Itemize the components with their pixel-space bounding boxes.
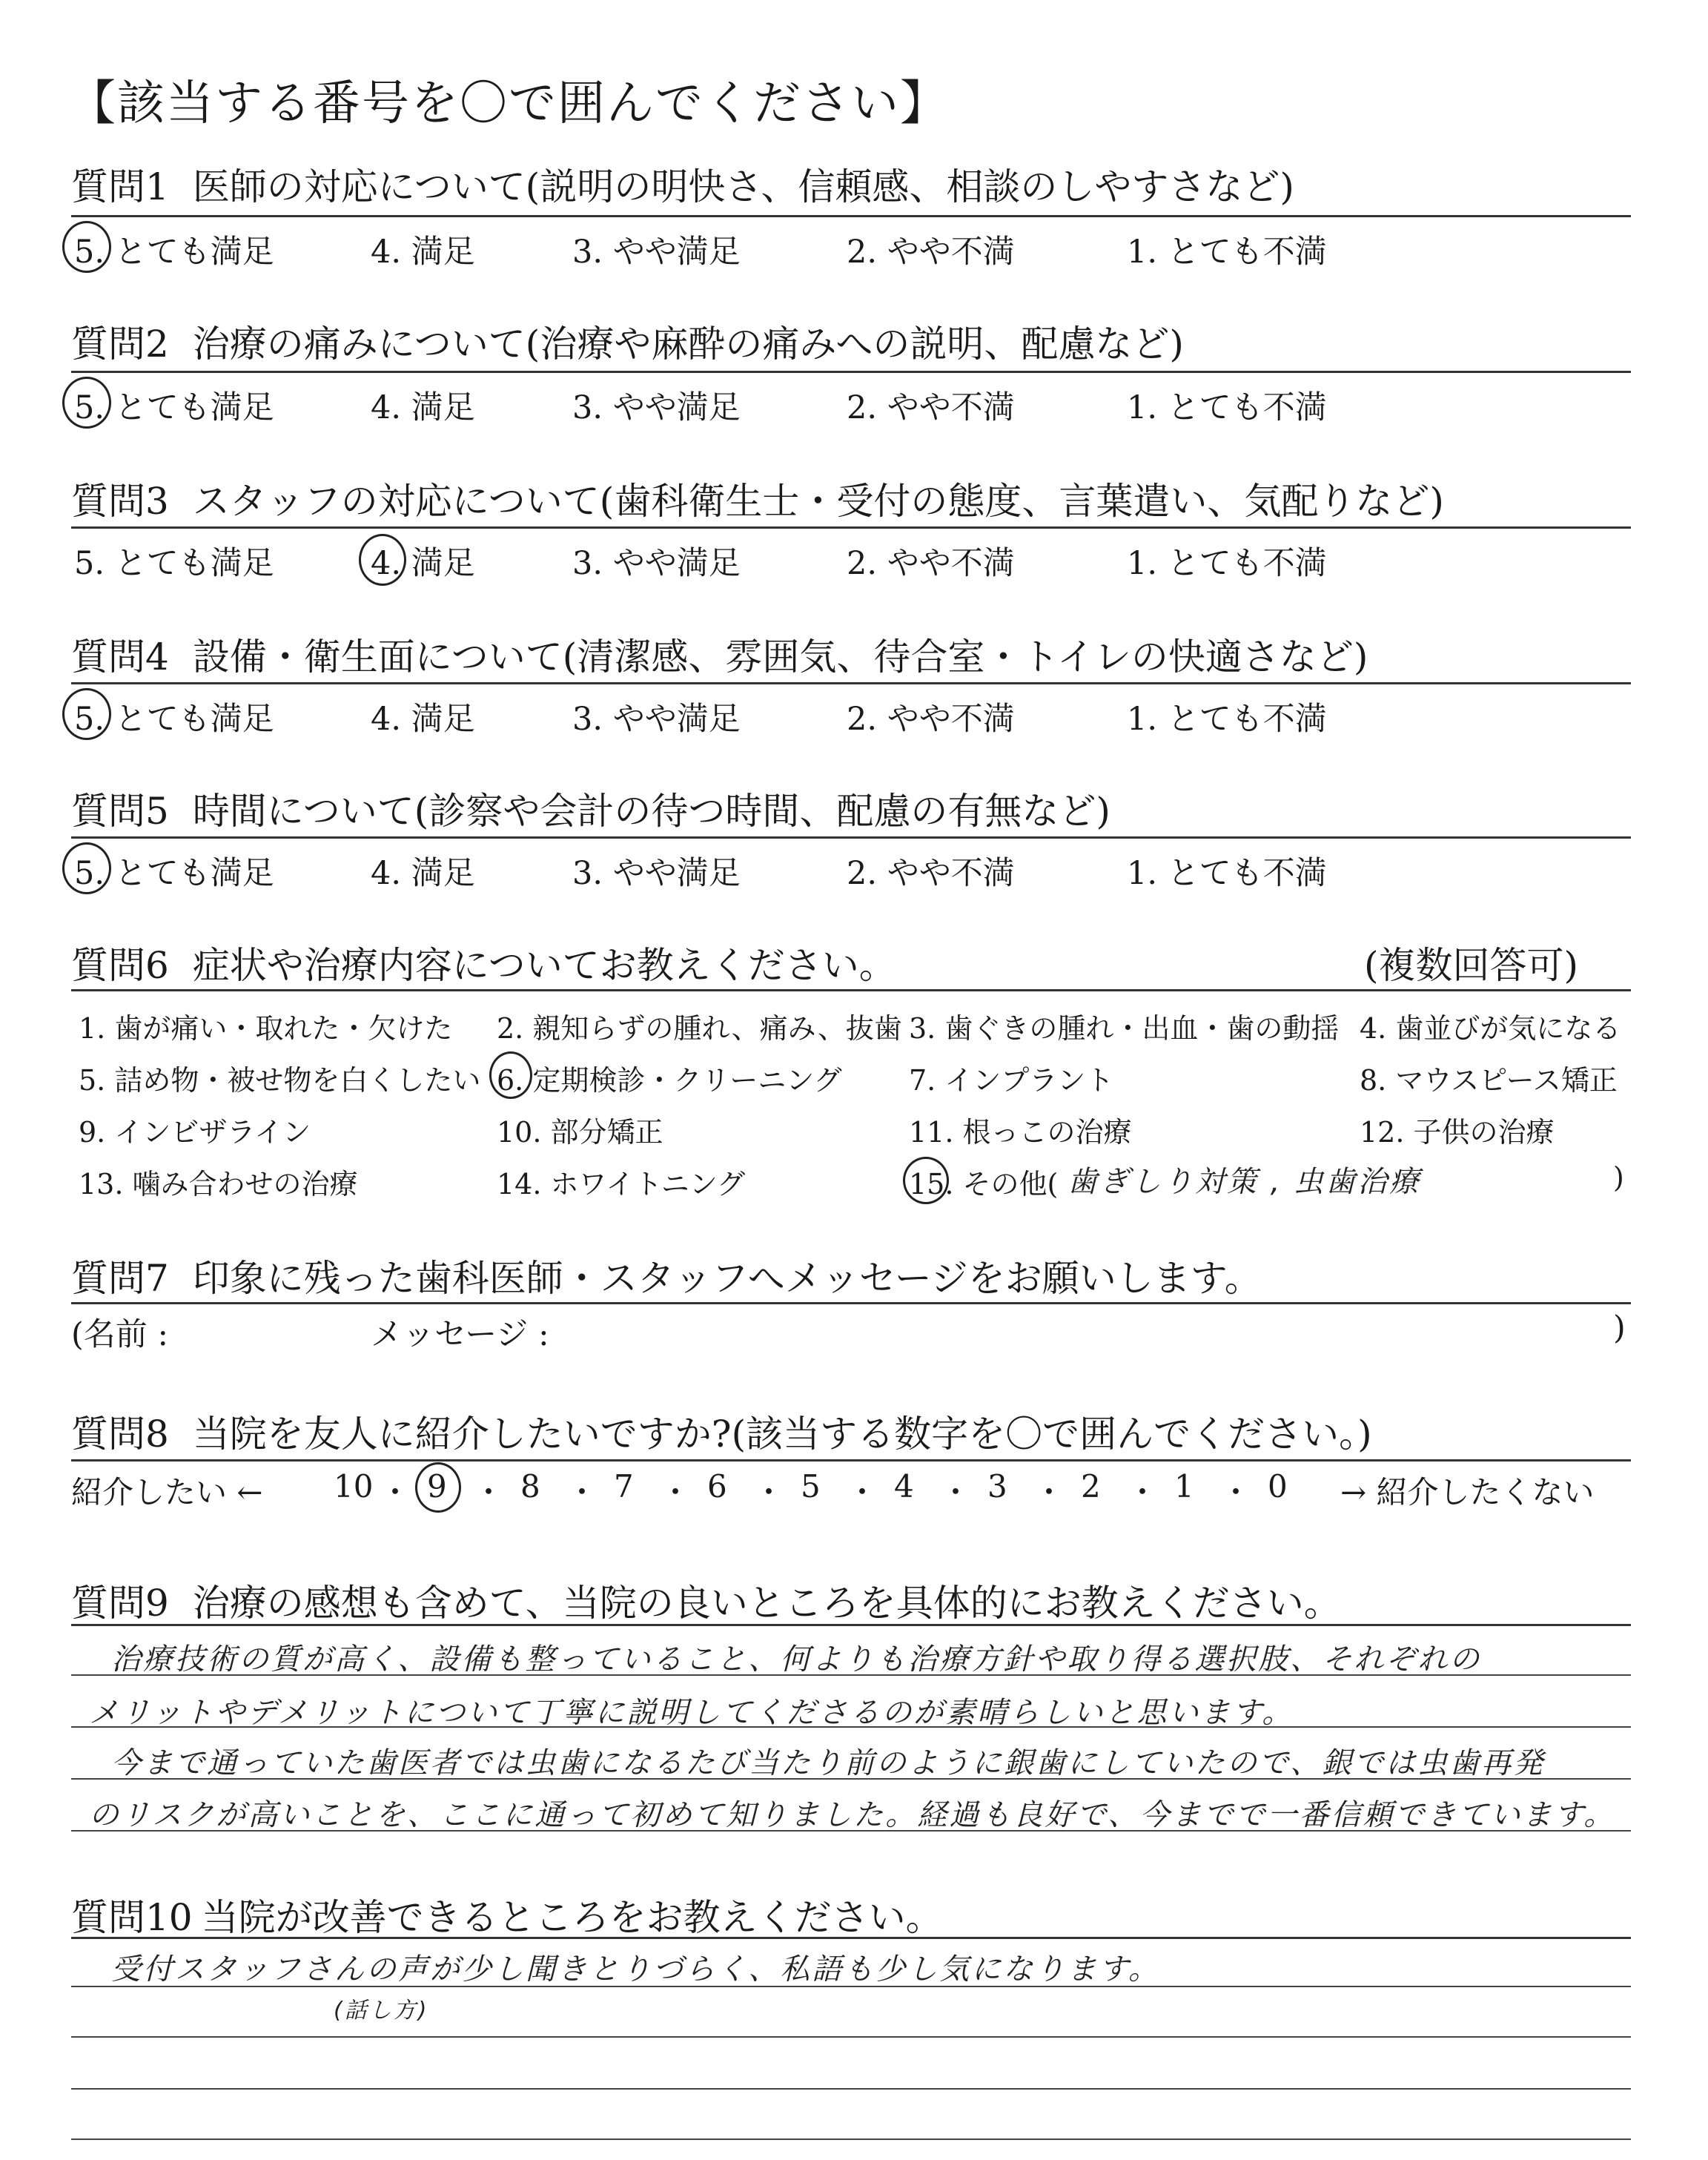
question-3-heading	[71, 472, 1444, 525]
q8-separator-dot: ・	[1033, 1474, 1065, 1510]
q6-item-4[interactable]: 4. 歯並びが気になる	[1360, 1012, 1621, 1045]
question-8-rule	[71, 1459, 1631, 1462]
q8-scale-4[interactable]: 4	[894, 1468, 914, 1505]
question-6-rule	[71, 989, 1631, 991]
q7-close-paren: )	[1613, 1309, 1626, 1347]
q6-item-15[interactable]: 15. その他(	[909, 1168, 1059, 1200]
q3-option-1[interactable]: 1. とても不満	[1127, 545, 1327, 582]
question-1-heading	[71, 157, 1294, 211]
q8-separator-dot: ・	[473, 1474, 505, 1510]
question-2-rule	[71, 371, 1631, 373]
q8-separator-dot: ・	[660, 1474, 692, 1510]
q6-item-8[interactable]: 8. マウスピース矯正	[1360, 1064, 1618, 1097]
q6-item-3[interactable]: 3. 歯ぐきの腫れ・出血・歯の動揺	[909, 1012, 1340, 1045]
question-4-heading	[71, 627, 1368, 681]
q9-answer-line-3: 今まで通っていた歯医者では虫歯になるたび当たり前のように銀歯にしていたので、銀では虫歯再発	[111, 1746, 1546, 1780]
q6-other-handwritten[interactable]: 歯ぎしり対策 , 虫歯治療	[1068, 1165, 1422, 1199]
q3-option-3[interactable]: 3. やや満足	[572, 545, 741, 582]
q6-item-2[interactable]: 2. 親知らずの腫れ、痛み、抜歯	[497, 1012, 902, 1045]
question-2-text: 治療の痛みについて(治療や麻酔の痛みへの説明、配慮など)	[192, 323, 1184, 366]
q4-option-2[interactable]: 2. やや不満	[847, 701, 1015, 738]
q2-option-5[interactable]: 5. とても満足	[74, 389, 274, 426]
q8-scale-10[interactable]: 10	[334, 1468, 374, 1505]
question-9-heading	[71, 1573, 1341, 1627]
q2-option-3[interactable]: 3. やや満足	[572, 389, 741, 426]
question-7-text: 印象に残った歯科医師・スタッフへメッセージをお願いします。	[192, 1257, 1262, 1300]
question-10-number: 質問10	[71, 1896, 193, 1939]
question-1-number: 質問1	[71, 165, 169, 208]
q8-scale-5[interactable]: 5	[801, 1468, 821, 1505]
question-5-number: 質問5	[71, 790, 169, 833]
question-8-heading	[71, 1404, 1372, 1458]
q8-right-label: → 紹介したくない	[1340, 1474, 1595, 1510]
question-4-text: 設備・衛生面について(清潔感、雰囲気、待合室・トイレの快適さなど)	[192, 635, 1368, 678]
question-3-text: スタッフの対応について(歯科衛生士・受付の態度、言葉遣い、気配りなど)	[192, 480, 1444, 523]
question-6-heading	[71, 936, 896, 989]
page-title: 【該当する番号を〇で囲んでください】	[68, 76, 949, 131]
q9-line-rule-3	[71, 1778, 1631, 1780]
question-3-rule	[71, 526, 1631, 529]
question-5-text: 時間について(診察や会計の待つ時間、配慮の有無など)	[192, 790, 1110, 833]
q8-scale-7[interactable]: 7	[614, 1468, 634, 1505]
question-1-rule	[71, 215, 1631, 217]
question-9-rule	[71, 1624, 1631, 1626]
q5-option-5[interactable]: 5. とても満足	[74, 855, 274, 892]
q9-answer-line-1: 治療技術の質が高く、設備も整っていること、何よりも治療方針や取り得る選択肢、それぞれの	[111, 1642, 1482, 1677]
q8-separator-dot: ・	[1127, 1474, 1159, 1510]
q6-item-1[interactable]: 1. 歯が痛い・取れた・欠けた	[79, 1012, 453, 1045]
q10-answer-line-1: 受付スタッフさんの声が少し聞きとりづらく、私語も少し気になります。	[111, 1952, 1160, 1986]
q1-option-5[interactable]: 5. とても満足	[74, 234, 274, 271]
q8-scale-0[interactable]: 0	[1268, 1468, 1288, 1505]
q6-item-6[interactable]: 6. 定期検診・クリーニング	[497, 1064, 842, 1097]
q9-line-rule-4	[71, 1830, 1631, 1832]
q4-option-3[interactable]: 3. やや満足	[572, 701, 741, 738]
q2-option-1[interactable]: 1. とても不満	[1127, 389, 1327, 426]
question-5-heading	[71, 782, 1110, 835]
q6-item-9[interactable]: 9. インビザライン	[79, 1116, 311, 1149]
q8-separator-dot: ・	[1220, 1474, 1252, 1510]
q8-scale-6[interactable]: 6	[707, 1468, 727, 1505]
q6-item-5[interactable]: 5. 詰め物・被せ物を白くしたい	[79, 1064, 481, 1097]
question-8-text: 当院を友人に紹介したいですか?(該当する数字を〇で囲んでください。)	[192, 1413, 1372, 1456]
question-1-text: 医師の対応について(説明の明快さ、信頼感、相談のしやすさなど)	[192, 165, 1294, 208]
q3-option-5[interactable]: 5. とても満足	[74, 545, 274, 582]
q8-scale-8[interactable]: 8	[520, 1468, 540, 1505]
q1-option-1[interactable]: 1. とても不満	[1127, 234, 1327, 271]
q8-scale-3[interactable]: 3	[987, 1468, 1007, 1505]
q8-left-label: 紹介したい ←	[71, 1474, 263, 1510]
q4-option-5[interactable]: 5. とても満足	[74, 701, 274, 738]
question-6-text: 症状や治療内容についてお教えください。	[192, 944, 896, 987]
question-10-text: 当院が改善できるところをお教えください。	[201, 1896, 943, 1939]
q1-option-2[interactable]: 2. やや不満	[847, 234, 1015, 271]
q6-other-close-paren: )	[1613, 1161, 1624, 1194]
q9-line-rule-2	[71, 1726, 1631, 1728]
question-9-number: 質問9	[71, 1582, 169, 1625]
q8-separator-dot: ・	[753, 1474, 785, 1510]
q5-option-4[interactable]: 4. 満足	[371, 855, 475, 892]
q8-selected-circle	[415, 1462, 461, 1513]
q9-answer-line-4: のリスクが高いことを、ここに通って初めて知りました。経過も良好で、今までで一番信頼できています。	[89, 1798, 1616, 1832]
q8-separator-dot: ・	[940, 1474, 972, 1510]
q10-line-rule-3	[71, 2088, 1631, 2090]
question-9-text: 治療の感想も含めて、当院の良いところを具体的にお教えください。	[192, 1582, 1341, 1625]
q7-message-label: メッセージ :	[371, 1316, 549, 1353]
question-3-number: 質問3	[71, 480, 169, 523]
q3-option-4[interactable]: 4. 満足	[371, 545, 475, 582]
q2-option-4[interactable]: 4. 満足	[371, 389, 475, 426]
q10-line-rule-2	[71, 2036, 1631, 2038]
q1-option-4[interactable]: 4. 満足	[371, 234, 475, 271]
q10-line-rule-4	[71, 2138, 1631, 2140]
q10-annotation: (話し方)	[334, 1998, 429, 2024]
q6-item-11[interactable]: 11. 根っこの治療	[909, 1116, 1132, 1149]
question-6-multiple-note: (複数回答可)	[1364, 944, 1579, 987]
question-2-number: 質問2	[71, 323, 169, 366]
q6-item-7[interactable]: 7. インプラント	[909, 1064, 1114, 1097]
q7-name-label: (名前 :	[71, 1316, 168, 1353]
question-7-rule	[71, 1302, 1631, 1304]
q8-separator-dot: ・	[380, 1474, 411, 1510]
q3-option-2[interactable]: 2. やや不満	[847, 545, 1015, 582]
q5-option-1[interactable]: 1. とても不満	[1127, 855, 1327, 892]
question-8-number: 質問8	[71, 1413, 169, 1456]
q6-item-12[interactable]: 12. 子供の治療	[1360, 1116, 1555, 1149]
question-10-rule	[71, 1937, 1631, 1939]
q8-scale-2[interactable]: 2	[1081, 1468, 1101, 1505]
q6-item-14[interactable]: 14. ホワイトニング	[497, 1168, 746, 1200]
q5-option-3[interactable]: 3. やや満足	[572, 855, 741, 892]
q4-option-4[interactable]: 4. 満足	[371, 701, 475, 738]
q4-option-1[interactable]: 1. とても不満	[1127, 701, 1327, 738]
q5-option-2[interactable]: 2. やや不満	[847, 855, 1015, 892]
question-2-heading	[71, 314, 1184, 368]
q6-item-13[interactable]: 13. 噛み合わせの治療	[79, 1168, 358, 1200]
question-5-rule	[71, 836, 1631, 839]
q6-item-10[interactable]: 10. 部分矯正	[497, 1116, 663, 1149]
question-6-number: 質問6	[71, 944, 169, 987]
question-4-number: 質問4	[71, 635, 169, 678]
q2-option-2[interactable]: 2. やや不満	[847, 389, 1015, 426]
q1-option-3[interactable]: 3. やや満足	[572, 234, 741, 271]
q8-scale-1[interactable]: 1	[1174, 1468, 1194, 1505]
q8-separator-dot: ・	[566, 1474, 598, 1510]
question-10-heading	[71, 1888, 943, 1941]
q8-separator-dot: ・	[847, 1474, 878, 1510]
q8-scale-9[interactable]: 9	[427, 1468, 447, 1505]
question-7-number: 質問7	[71, 1257, 169, 1300]
q10-line-rule-1	[71, 1986, 1631, 1987]
question-7-heading	[71, 1249, 1262, 1302]
q9-line-rule-1	[71, 1674, 1631, 1676]
q9-answer-line-2: メリットやデメリットについて丁寧に説明してくださるのが素晴らしいと思います。	[89, 1696, 1294, 1730]
question-4-rule	[71, 682, 1631, 684]
